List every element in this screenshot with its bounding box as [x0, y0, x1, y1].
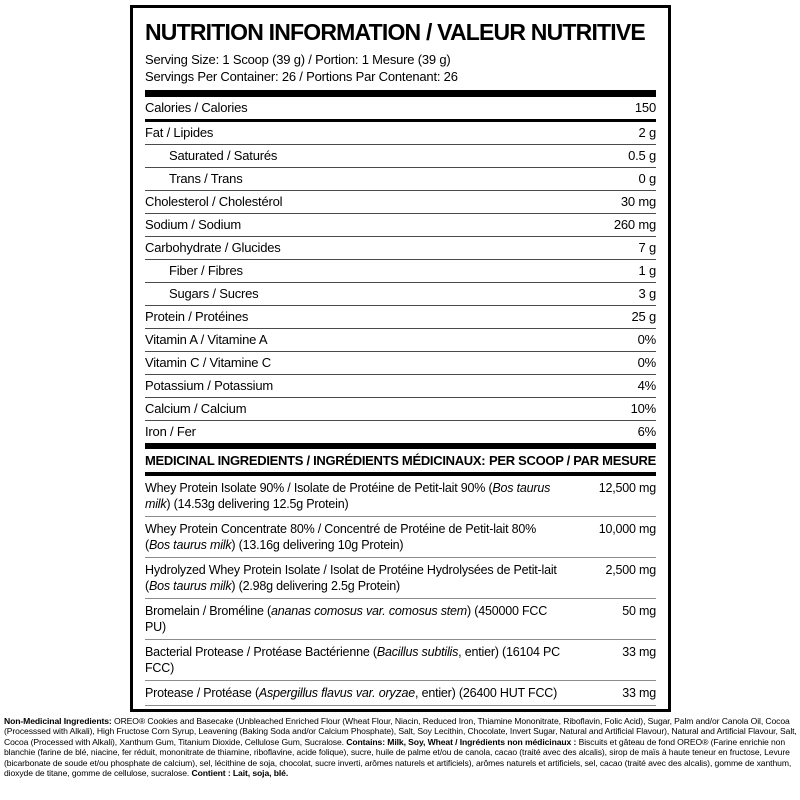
nutrition-row — [145, 283, 656, 306]
text-segment: Whey Protein Isolate 90% / Isolate de Protéine de Petit-lait 90% ( — [145, 481, 493, 496]
nutrient-label: Sodium / Sodium — [145, 217, 241, 233]
divider-bar-top — [145, 90, 656, 97]
text-segment — [259, 711, 348, 712]
nutrient-label: Cholesterol / Cholestérol — [145, 194, 283, 210]
nutrition-row — [145, 421, 656, 443]
nutrient-label: Fiber / Fibres — [169, 263, 243, 279]
nutrient-value: 2 g — [638, 125, 656, 141]
ingredient-amount: 50 mg — [622, 604, 656, 619]
ingredient-name — [145, 644, 561, 676]
nutrition-row — [145, 306, 656, 329]
text-segment: Bos taurus milk — [148, 538, 232, 553]
ingredient-amount: 2,500 mg — [605, 563, 656, 578]
text-segment: Aspergillus flavus var. oryzae — [258, 686, 416, 701]
ingredient-name — [145, 603, 561, 635]
nutrition-row — [145, 260, 656, 283]
text-segment: ) (2.98g delivering 2.5g Protein) — [231, 579, 400, 594]
text-segment: , entier) (16104 PC FCC) — [145, 645, 560, 676]
medicinal-header-right: PER SCOOP / PAR MESURE — [488, 453, 656, 469]
serving-size: Serving Size: 1 Scoop (39 g) / Portion: 1 Mesure (39 g) — [145, 52, 451, 68]
nutrition-row — [145, 97, 656, 122]
ingredient-name — [145, 562, 561, 594]
nutrient-label: Vitamin A / Vitamine A — [145, 332, 268, 348]
nutrient-label: Trans / Trans — [169, 171, 243, 187]
ingredient-amount: 33 mg — [622, 686, 656, 701]
nutrient-label: Saturated / Saturés — [169, 148, 278, 164]
nutrition-row — [145, 214, 656, 237]
ingredient-amount — [566, 710, 656, 712]
ingredient-name — [145, 710, 561, 712]
text-segment: ananas comosus var. comosus stem — [271, 604, 468, 619]
nutrient-label: Iron / Fer — [145, 424, 196, 440]
non-medicinal-ingredients-footnote — [4, 716, 797, 778]
nutrition-row — [145, 191, 656, 214]
text-segment: Bos taurus milk — [145, 481, 551, 512]
medicinal-row — [145, 599, 656, 640]
text-segment: Bacterial Protease / Protéase Bactérienne ( — [145, 645, 377, 660]
ingredient-name — [145, 521, 561, 553]
nutrition-row — [145, 375, 656, 398]
nutrition-row — [145, 398, 656, 421]
nutrient-value: 30 mg — [620, 194, 656, 210]
nutrient-value: 4% — [637, 378, 656, 394]
nutrition-row — [145, 237, 656, 260]
text-segment: Contient : Lait, soja, blé. — [191, 768, 289, 779]
text-segment: Non-Medicinal Ingredients: — [4, 716, 114, 726]
nutrient-value: 7 g — [638, 240, 656, 256]
nutrient-label: Calories / Calories — [145, 100, 248, 116]
nutrition-row — [145, 352, 656, 375]
text-segment: ) (450000 FCC PU) — [145, 604, 548, 635]
text-segment: Bacillus subtilis — [376, 645, 459, 660]
nutrient-value: 150 — [634, 100, 656, 116]
medicinal-row — [145, 706, 656, 712]
nutrient-label: Calcium / Calcium — [145, 401, 247, 417]
text-segment: Contains: Milk, Soy, Wheat / Ingrédients non médicinaux : — [346, 736, 579, 747]
nutrition-row — [145, 122, 656, 145]
medicinal-row — [145, 558, 656, 599]
panel-title: NUTRITION INFORMATION / VALEUR NUTRITIVE — [145, 19, 645, 45]
servings-per-container: Servings Per Container: 26 / Portions Par Contenant: 26 — [145, 69, 458, 85]
text-segment: Whey Protein Concentrate 80% / Concentré de Protéine de Petit-lait 80% ( — [145, 522, 537, 553]
text-segment: ) (14.53g delivering 12.5g Protein) — [166, 497, 349, 512]
ingredient-amount: 10,000 mg — [598, 522, 656, 537]
text-segment: Hydrolyzed Whey Protein Isolate / Isolat de Protéine Hydrolysées de Petit-lait ( — [145, 563, 557, 594]
medicinal-row — [145, 476, 656, 517]
nutrient-value: 25 g — [631, 309, 656, 325]
nutrition-row — [145, 329, 656, 352]
medicinal-row — [145, 517, 656, 558]
medicinal-rows — [145, 476, 656, 712]
nutrient-value: 10% — [630, 401, 656, 417]
nutrient-value: 3 g — [638, 286, 656, 302]
ingredient-amount: 12,500 mg — [598, 481, 656, 496]
text-segment: OREO® Cookies and Basecake (Unbleached Enriched Flour (Wheat Flour, Niacin, Reduced Iron, Thiamine Mononitrate, Riboflavin, Folic Acid), Sugar, Palm and/or Canola Oil, Cocoa (Processsed with Alkali), High Fructose Corn Syrup, Leavening (Baking Soda and/or Calcium Phosphate), Salt, Soy Lecithin, Chocolate, Invert Sugar, Natural and Artificial Flavour), Natural and Artificial Flavour, Salt, Cocoa (Processed with Alkali), Xanthum Gum, Titanium Dioxide, Cellulose Gum, Sucralose. — [4, 716, 797, 747]
nutrition-row — [145, 168, 656, 191]
serving-info — [145, 51, 656, 85]
nutrient-value: 0% — [637, 355, 656, 371]
nutrient-value: 0 g — [638, 171, 656, 187]
nutrient-value: 1 g — [638, 263, 656, 279]
ingredient-name — [145, 685, 561, 701]
nutrient-value: 0.5 g — [628, 148, 656, 164]
nutrient-label: Carbohydrate / Glucides — [145, 240, 281, 256]
text-segment: Protease / Protéase ( — [145, 686, 259, 701]
text-segment: Bromelain / Broméline ( — [145, 604, 272, 619]
nutrient-label: Sugars / Sucres — [169, 286, 259, 302]
nutrition-row — [145, 145, 656, 168]
text-segment: , entier) (26400 HUT FCC) — [415, 686, 558, 701]
text-segment: Biscuits et gâteau de fond OREO® (Farine enrichie non blanchie (farine de blé, niacine, fer réduit, mononitrate de thiamine, riboflavine, acide folique), sucre, huile de palme et/ou de canola, cacao (traité avec des alcalis), sirop de maïs à haute teneur en fructose, Levure (bicarbonate de soude et/ou phosphate de calcium), sel, lécithine de soja, chocolat, sucre inverti, arômes naturels et artificiels), arômes naturels et artificiels, sel, cacao (traité avec des alcalis), gomme de xanthum, dioxyde de titane, gomme de cellulose, sucralose. — [4, 736, 792, 779]
ingredient-amount: 33 mg — [622, 645, 656, 660]
text-segment — [348, 711, 490, 712]
text-segment: Bos taurus milk — [148, 579, 232, 594]
nutrient-label: Fat / Lipides — [145, 125, 214, 141]
text-segment: ) (13.16g delivering 10g Protein) — [231, 538, 404, 553]
nutrient-value: 0% — [637, 332, 656, 348]
nutrient-value: 260 mg — [613, 217, 656, 233]
nutrient-label: Protein / Protéines — [145, 309, 249, 325]
nutrition-panel — [130, 5, 671, 712]
medicinal-row — [145, 640, 656, 681]
nutrient-value: 6% — [637, 424, 656, 440]
text-segment — [145, 711, 259, 712]
medicinal-row — [145, 681, 656, 706]
medicinal-header-left: MEDICINAL INGREDIENTS / INGRÉDIENTS MÉDICINAUX: — [145, 453, 486, 469]
nutrient-label: Vitamin C / Vitamine C — [145, 355, 271, 371]
ingredient-name — [145, 480, 561, 512]
nutrient-label: Potassium / Potassium — [145, 378, 274, 394]
nutrition-rows — [145, 97, 656, 443]
medicinal-header — [145, 449, 656, 472]
